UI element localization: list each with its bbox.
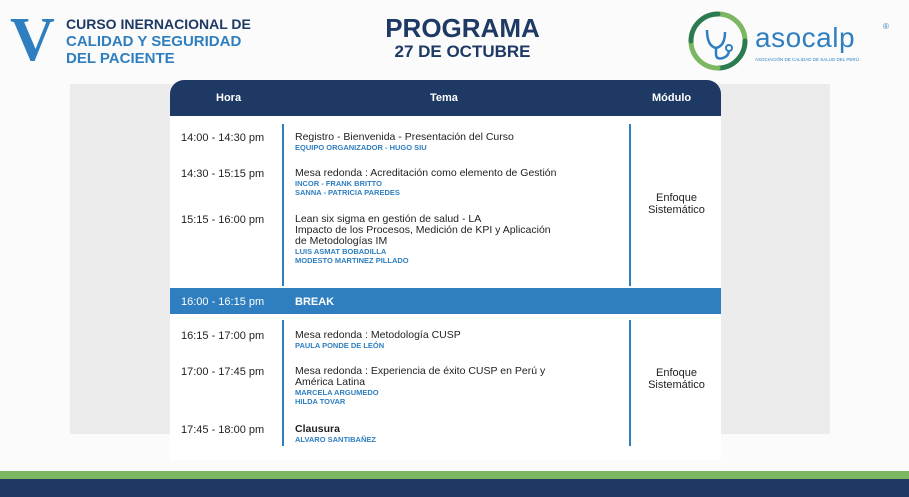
divider-module-2 [629,320,631,446]
brand-letter: V [10,6,55,74]
column-modulo: Módulo [652,92,692,104]
brand-text [66,16,251,67]
column-hora: Hora [216,92,242,104]
divider-module-1 [629,124,631,286]
break-row [170,288,721,314]
topic-line: Registro - Bienvenida - Presentación del Curso [295,131,514,143]
footer-navy-band [0,479,909,497]
brand-line-3: DEL PACIENTE [66,50,175,67]
topic-line: Mesa redonda : Acreditación como elemento de Gestión [295,167,557,179]
module-label [632,192,721,216]
row-time: 17:00 - 17:45 pm [181,366,265,378]
module-line: Sistemático [648,379,705,391]
module-line: Enfoque [656,192,697,204]
break-time: 16:00 - 16:15 pm [181,296,265,308]
row-time: 17:45 - 18:00 pm [181,424,265,436]
speaker-name: MODESTO MARTINEZ PILLADO [295,256,409,265]
topic-line: América Latina [295,376,366,388]
row-time: 16:15 - 17:00 pm [181,330,265,342]
row-time: 14:00 - 14:30 pm [181,132,265,144]
module-line: Sistemático [648,204,705,216]
divider-time-2 [282,320,284,446]
course-brand [10,6,251,74]
table-header [170,80,721,116]
module-label [632,367,721,391]
topic-line: de Metodologías IM [295,235,388,247]
speaker-name: HILDA TOVAR [295,397,346,406]
speaker-name: INCOR - FRANK BRITTO [295,179,382,188]
row-time: 15:15 - 16:00 pm [181,214,265,226]
program-date: 27 DE OCTUBRE [394,42,531,61]
row-time: 14:30 - 15:15 pm [181,168,265,180]
speaker-name: ALVARO SANTIBAÑEZ [295,435,376,444]
speaker-name: SANNA - PATRICIA PAREDES [295,188,400,197]
topic-line: Lean six sigma en gestión de salud - LA [295,213,482,225]
row-topic [295,366,625,406]
row-topic [295,168,625,197]
asocalp-logo [685,10,900,72]
row-topic [295,132,625,152]
topic-line: Impacto de los Procesos, Medición de KPI y Aplicación [295,224,551,236]
program-heading: PROGRAMA [385,13,540,43]
topic-line: Clausura [295,423,340,435]
speaker-name: PAULA PONDE DE LEÓN [295,341,385,350]
module-line: Enfoque [656,367,697,379]
schedule-table [170,80,721,460]
brand-line-2: CALIDAD Y SEGURIDAD [66,33,242,50]
topic-line: Mesa redonda : Experiencia de éxito CUSP en Perú y [295,365,546,377]
speaker-name: MARCELA ARGUMEDO [295,388,379,397]
logo-name: asocalp [755,22,856,53]
logo-subtitle: ASOCIACIÓN DE CALIDAD DE SALUD DEL PERÚ [755,57,859,62]
topic-line: Mesa redonda : Metodología CUSP [295,329,461,341]
program-title [350,14,575,62]
stethoscope-ring-icon [685,10,751,72]
speaker-name: LUIS ASMAT BOBADILLA [295,247,387,256]
column-tema: Tema [430,92,458,104]
brand-line-1: CURSO INERNACIONAL DE [66,16,251,32]
break-label: BREAK [295,296,335,308]
row-topic [295,214,625,265]
footer-light-band [0,471,909,479]
logo-registered-mark: ® [883,22,889,31]
speaker-name: EQUIPO ORGANIZADOR - HUGO SIU [295,143,427,152]
row-topic [295,424,625,444]
divider-time-1 [282,124,284,286]
row-topic [295,330,625,350]
